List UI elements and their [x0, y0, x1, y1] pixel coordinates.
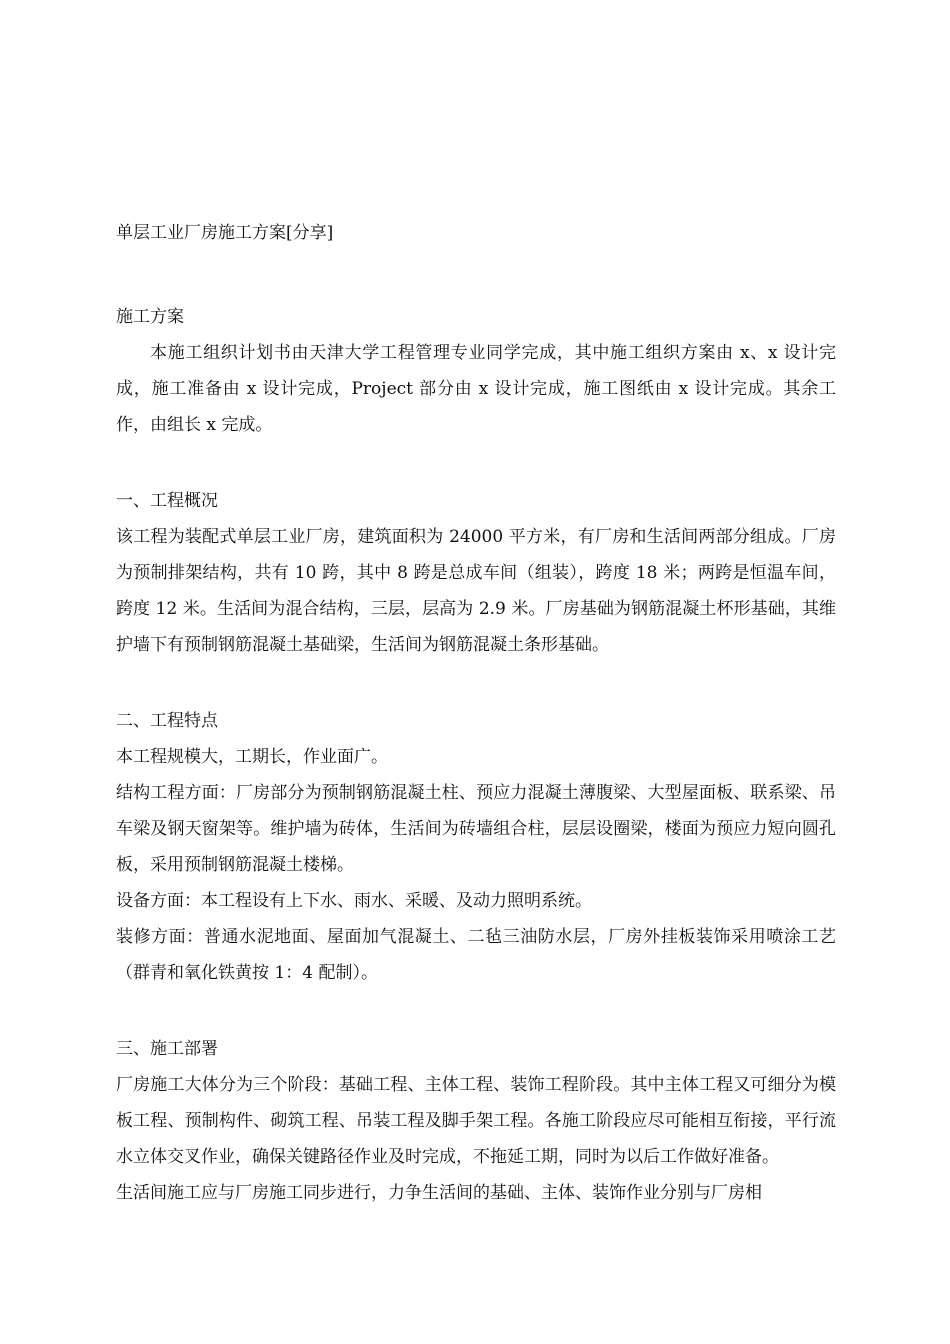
paragraph-intro: 本施工组织计划书由天津大学工程管理专业同学完成，其中施工组织方案由 x、x 设计完成，施工准备由 x 设计完成，Project 部分由 x 设计完成，施工图纸由 x 设计完成。其余工作，由组长 x 完成。 — [116, 343, 836, 435]
paragraph-equipment: 设备方面：本工程设有上下水、雨水、采暖、及动力照明系统。 — [116, 891, 592, 911]
section-heading-deployment: 三、施工部署 — [116, 1039, 218, 1059]
section-heading-features: 二、工程特点 — [116, 711, 218, 731]
spacer — [116, 663, 836, 703]
paragraph-overview: 该工程为装配式单层工业厂房，建筑面积为 24000 平方米，有厂房和生活间两部分组成。厂房为预制排架结构，共有 10 跨，其中 8 跨是总成车间（组装），跨度 18 米；两跨是恒温车间，跨度 12 米。生活间为混合结构，三层，层高为 2.9 米。厂房基础为钢筋混凝土杯形基础，其维护墙下有预制钢筋混凝土基础梁，生活间为钢筋混凝土条形基础。 — [116, 527, 836, 655]
paragraph-stages: 厂房施工大体分为三个阶段：基础工程、主体工程、装饰工程阶段。其中主体工程又可细分为模板工程、预制构件、砌筑工程、吊装工程及脚手架工程。各施工阶段应尽可能相互衔接，平行流水立体交叉作业，确保关键路径作业及时完成，不拖延工期，同时为以后工作做好准备。 — [116, 1075, 836, 1167]
section-heading-overview: 一、工程概况 — [116, 491, 218, 511]
spacer — [116, 991, 836, 1031]
document-title: 单层工业厂房施工方案[分享] — [116, 223, 334, 243]
document-page — [116, 215, 836, 1211]
paragraph-decoration: 装修方面：普通水泥地面、屋面加气混凝土、二毡三油防水层，厂房外挂板装饰采用喷涂工艺（群青和氧化铁黄按 1：4 配制）。 — [116, 927, 836, 983]
paragraph-living-quarters: 生活间施工应与厂房施工同步进行，力争生活间的基础、主体、装饰作业分别与厂房相 — [116, 1183, 762, 1203]
spacer — [116, 251, 836, 299]
section-heading-plan: 施工方案 — [116, 307, 184, 327]
paragraph-structure: 结构工程方面：厂房部分为预制钢筋混凝土柱、预应力混凝土薄腹梁、大型屋面板、联系梁、吊车梁及钢天窗架等。维护墙为砖体，生活间为砖墙组合柱，层层设圈梁，楼面为预应力短向圆孔板，采用预制钢筋混凝土楼梯。 — [116, 783, 836, 875]
paragraph-scale: 本工程规模大，工期长，作业面广。 — [116, 747, 388, 767]
spacer — [116, 443, 836, 483]
